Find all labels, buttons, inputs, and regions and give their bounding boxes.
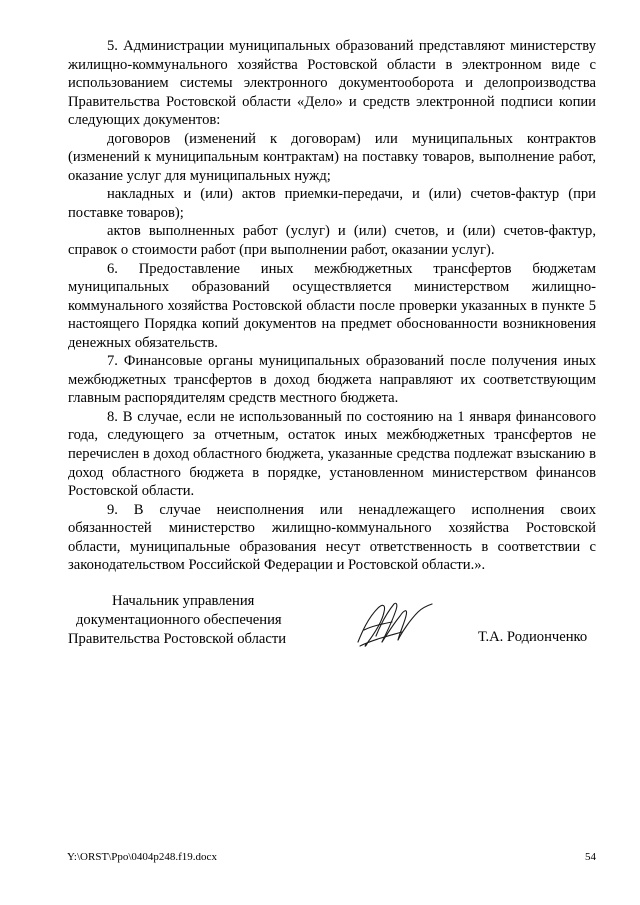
page-number: 54 (585, 851, 596, 863)
signatory-position-line: Правительства Ростовской области (68, 631, 287, 647)
document-body (68, 37, 596, 575)
footer-file-path: Y:\ORST\Ppo\0404p248.f19.docx (67, 851, 217, 863)
paragraph-item-6: 6. Предоставление иных межбюджетных трансфертов бюджетам муниципальных образований осуществляется министерством жилищно-коммунального хозяйства Ростовской области после проверки указанных в пункте 5 настоящего Порядка копий документов на предмет обоснованности возникновения денежных обязательств. (68, 260, 596, 351)
paragraph-item-8: 8. В случае, если не использованный по состоянию на 1 января финансового года, следующего за отчетным, остаток иных межбюджетных трансфертов не перечислен в доход областного бюджета, указанные средства подлежат взысканию в доход областного бюджета в порядке, установленном министерством финансов Ростовской области. (68, 408, 596, 500)
handwritten-signature (352, 596, 438, 652)
paragraph-item-5: 5. Администрации муниципальных образований представляют министерству жилищно-коммунального хозяйства Ростовской области в электронном виде с использованием системы электронного документооборота и делопроизводства Правительства Ростовской области «Дело» и средств электронной подписи копии следующих документов: (68, 38, 596, 129)
paragraph-acts: актов выполненных работ (услуг) и (или) счетов, и (или) счетов-фактур, справок о стоимости работ (при выполнении работ, оказании услуг). (68, 223, 596, 259)
paragraph-item-9: 9. В случае неисполнения или ненадлежащего исполнения своих обязанностей министерство жилищно-коммунального хозяйства Ростовской области, муниципальные образования несут ответственность в соответствии с законодательством Российской Федерации и Ростовской области.». (68, 501, 596, 574)
signatory-position (68, 592, 328, 649)
paragraph-invoices: накладных и (или) актов приемки-передачи, и (или) счетов-фактур (при поставке товаров); (68, 186, 596, 221)
signatory-position-line: документационного обеспечения (76, 612, 282, 628)
paragraph-contracts: договоров (изменений к договорам) или муниципальных контрактов (изменений к муниципальным контрактам) на поставку товаров, выполнение работ, оказание услуг для муниципальных нужд; (68, 130, 596, 184)
paragraph-item-7: 7. Финансовые органы муниципальных образований после получения иных межбюджетных трансфертов в доход бюджета направляют их соответствующим главным распорядителям средств местного бюджета. (68, 353, 596, 407)
signatory-position-line: Начальник управления (112, 593, 255, 609)
signatory-name: Т.А. Родионченко (478, 629, 588, 645)
